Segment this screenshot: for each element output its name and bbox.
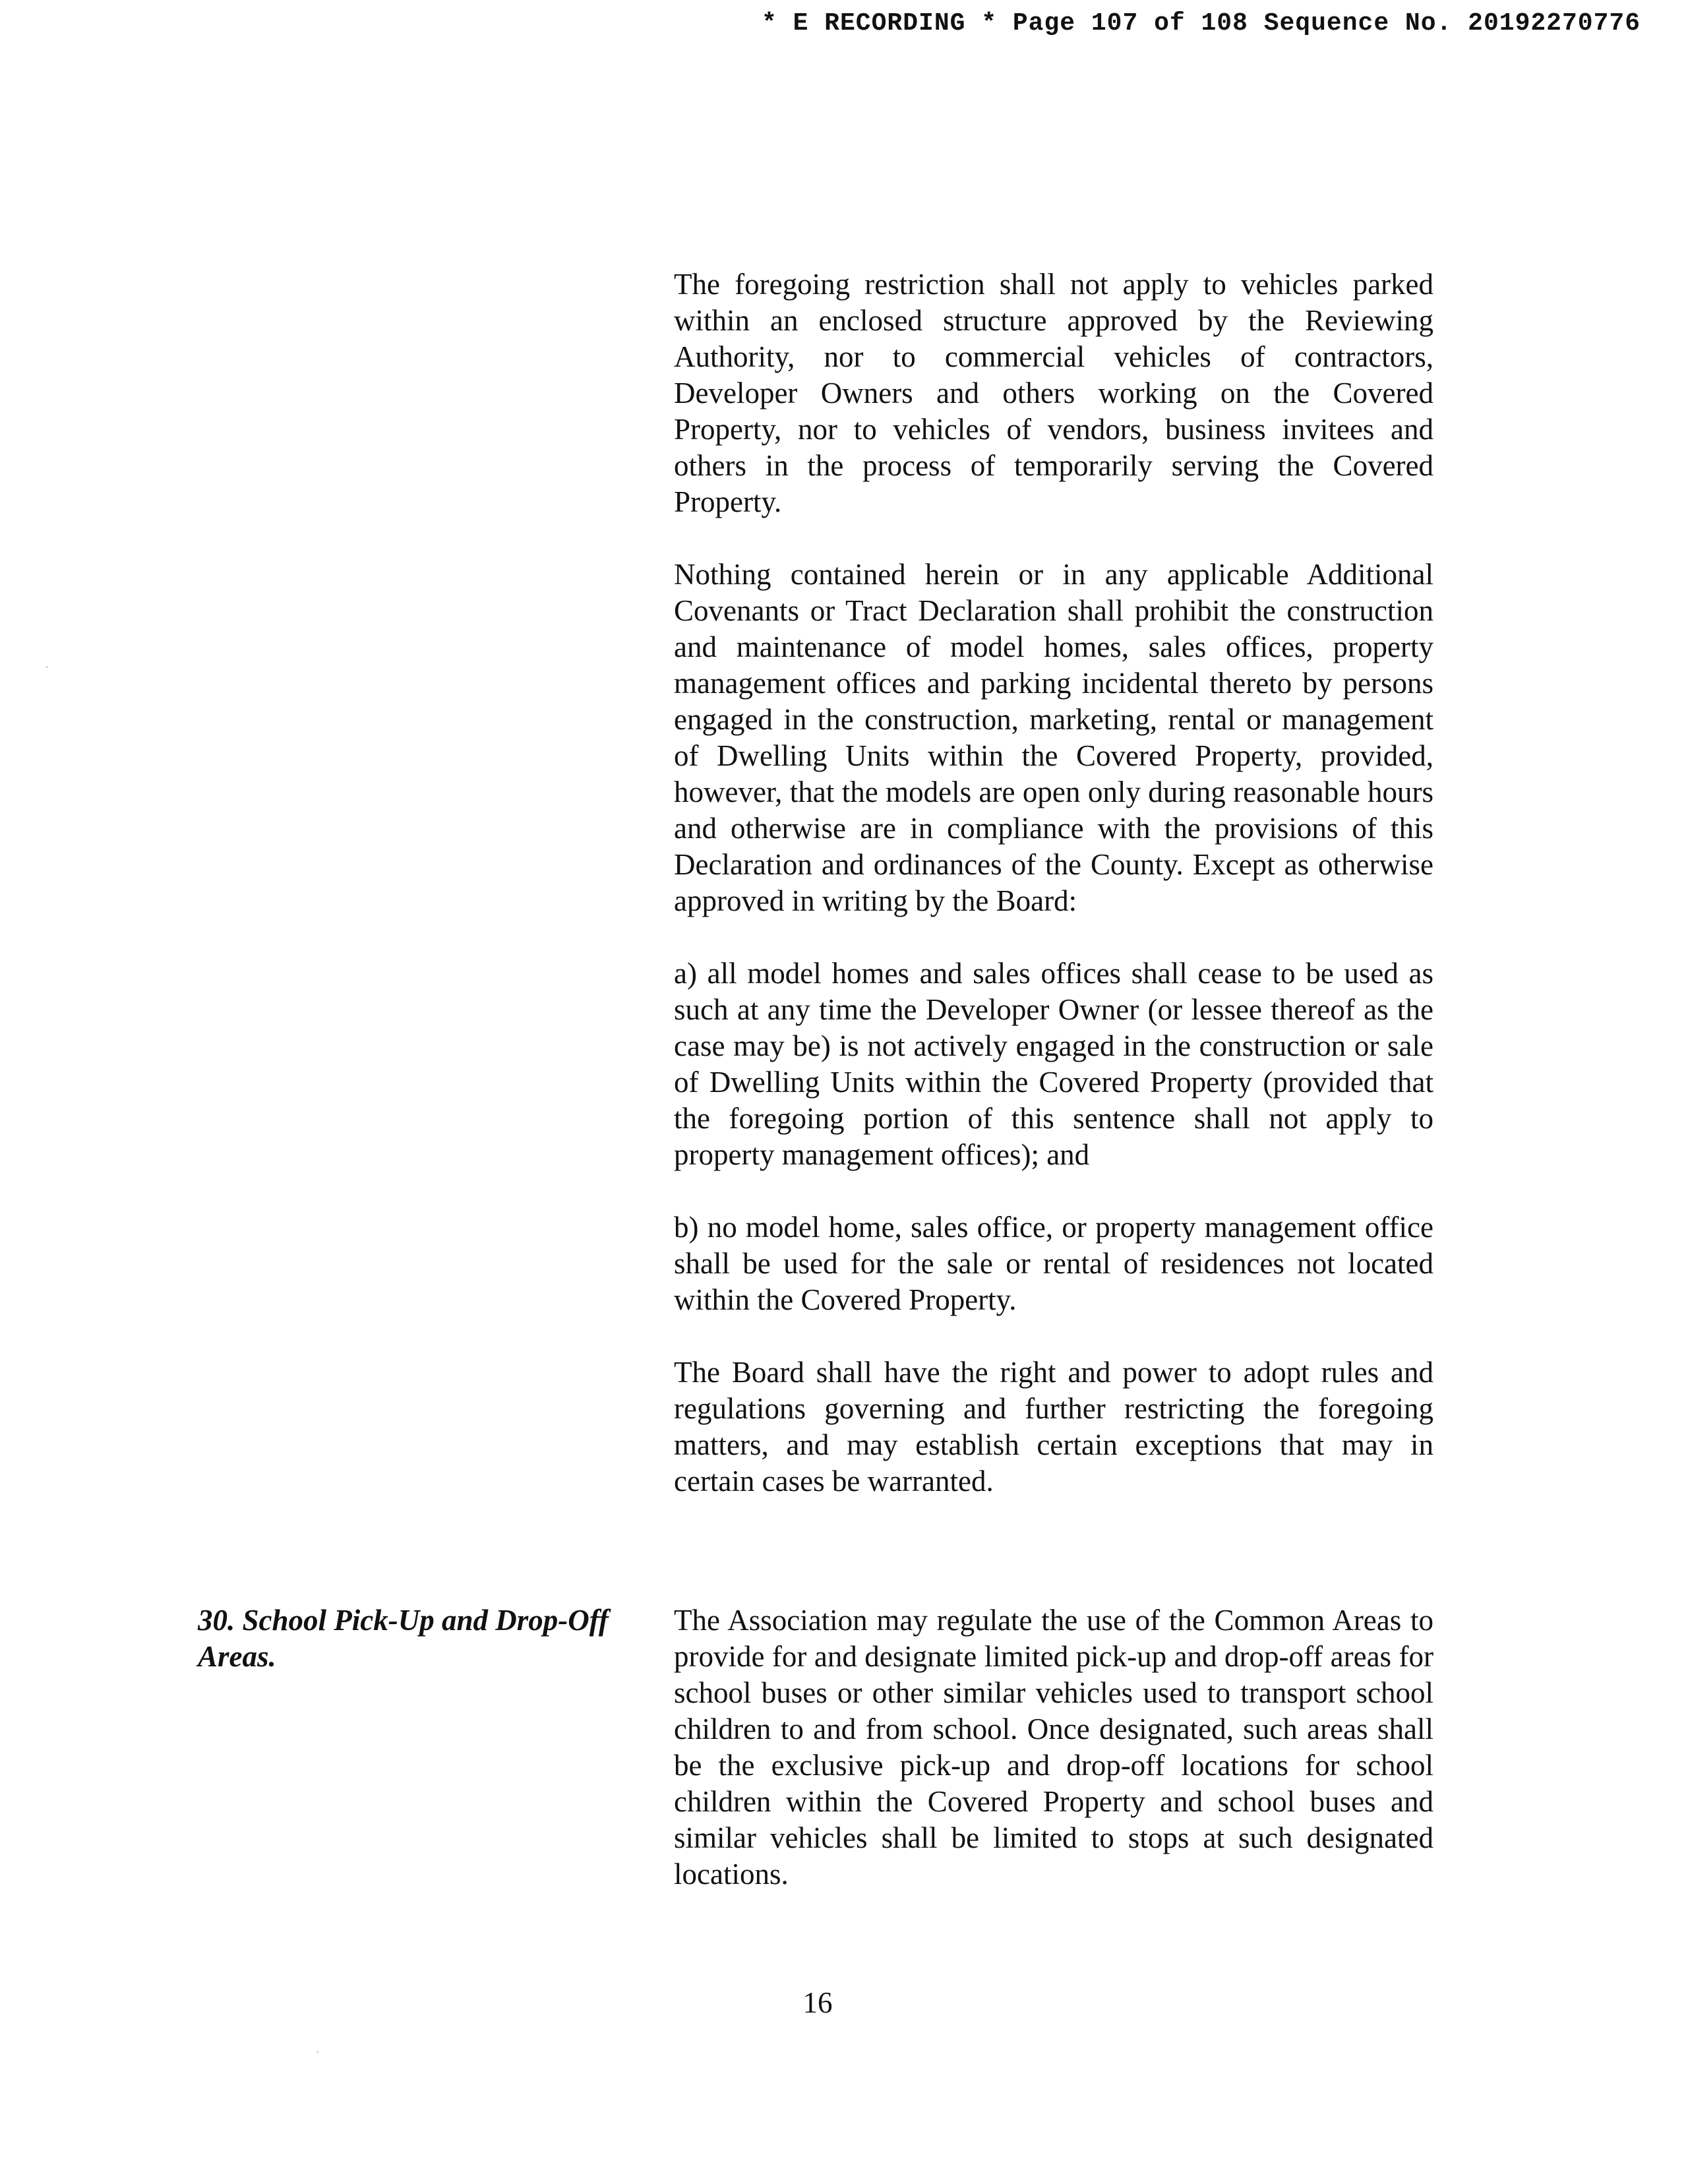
main-text-column [674, 266, 1433, 1500]
scan-speck [46, 666, 48, 668]
page-number: 16 [802, 1986, 833, 2019]
paragraph-item-b: b) no model home, sales office, or property management office shall be used for the sale or rental of residences not located within the Covered Property. [674, 1211, 1433, 1316]
section-30-text: The Association may regulate the use of the Common Areas to provide for and designate limited pick-up and drop-off areas for school buses or other similar vehicles used to transport school children to and from school. Once designated, such areas shall be the exclusive pick-up and drop-off locations for school children within the Covered Property and school buses and similar vehicles shall be limited to stops at such designated locations. [674, 1604, 1433, 1891]
section-30-column [674, 1602, 1433, 1893]
paragraph-vehicle-restriction-exception: The foregoing restriction shall not apply to vehicles parked within an enclosed structure approved by the Reviewing Authority, nor to commercial vehicles of contractors, Developer Owners and others working on the Covered Property, nor to vehicles of vendors, business invitees and others in the process of temporarily serving the Covered Property. [674, 268, 1433, 518]
paragraph-item-a: a) all model homes and sales offices shall cease to be used as such at any time the Developer Owner (or lessee thereof as the case may be) is not actively engaged in the construction or sale of Dwelling Units within the Covered Property (provided that the foregoing portion of this sentence shall not apply to property management offices); and [674, 957, 1433, 1171]
scan-speck [316, 2051, 318, 2053]
section-30-heading: 30. School Pick-Up and Drop-Off Areas. [198, 1604, 609, 1673]
paragraph-board-rules: The Board shall have the right and power to adopt rules and regulations governing and further restricting the foregoing matters, and may establish certain exceptions that may in certain cases be warranted. [674, 1356, 1433, 1498]
recording-header: * E RECORDING * Page 107 of 108 Sequence No. 20192270776 [761, 9, 1641, 38]
paragraph-model-homes: Nothing contained herein or in any applicable Additional Covenants or Tract Declaration shall prohibit the construction and maintenance of model homes, sales offices, property management offices and parking incidental thereto by persons engaged in the construction, marketing, rental or management of Dwelling Units within the Covered Property, provided, however, that the models are open only during reasonable hours and otherwise are in compliance with the provisions of this Declaration and ordinances of the County. Except as otherwise approved in writing by the Board: [674, 558, 1433, 917]
